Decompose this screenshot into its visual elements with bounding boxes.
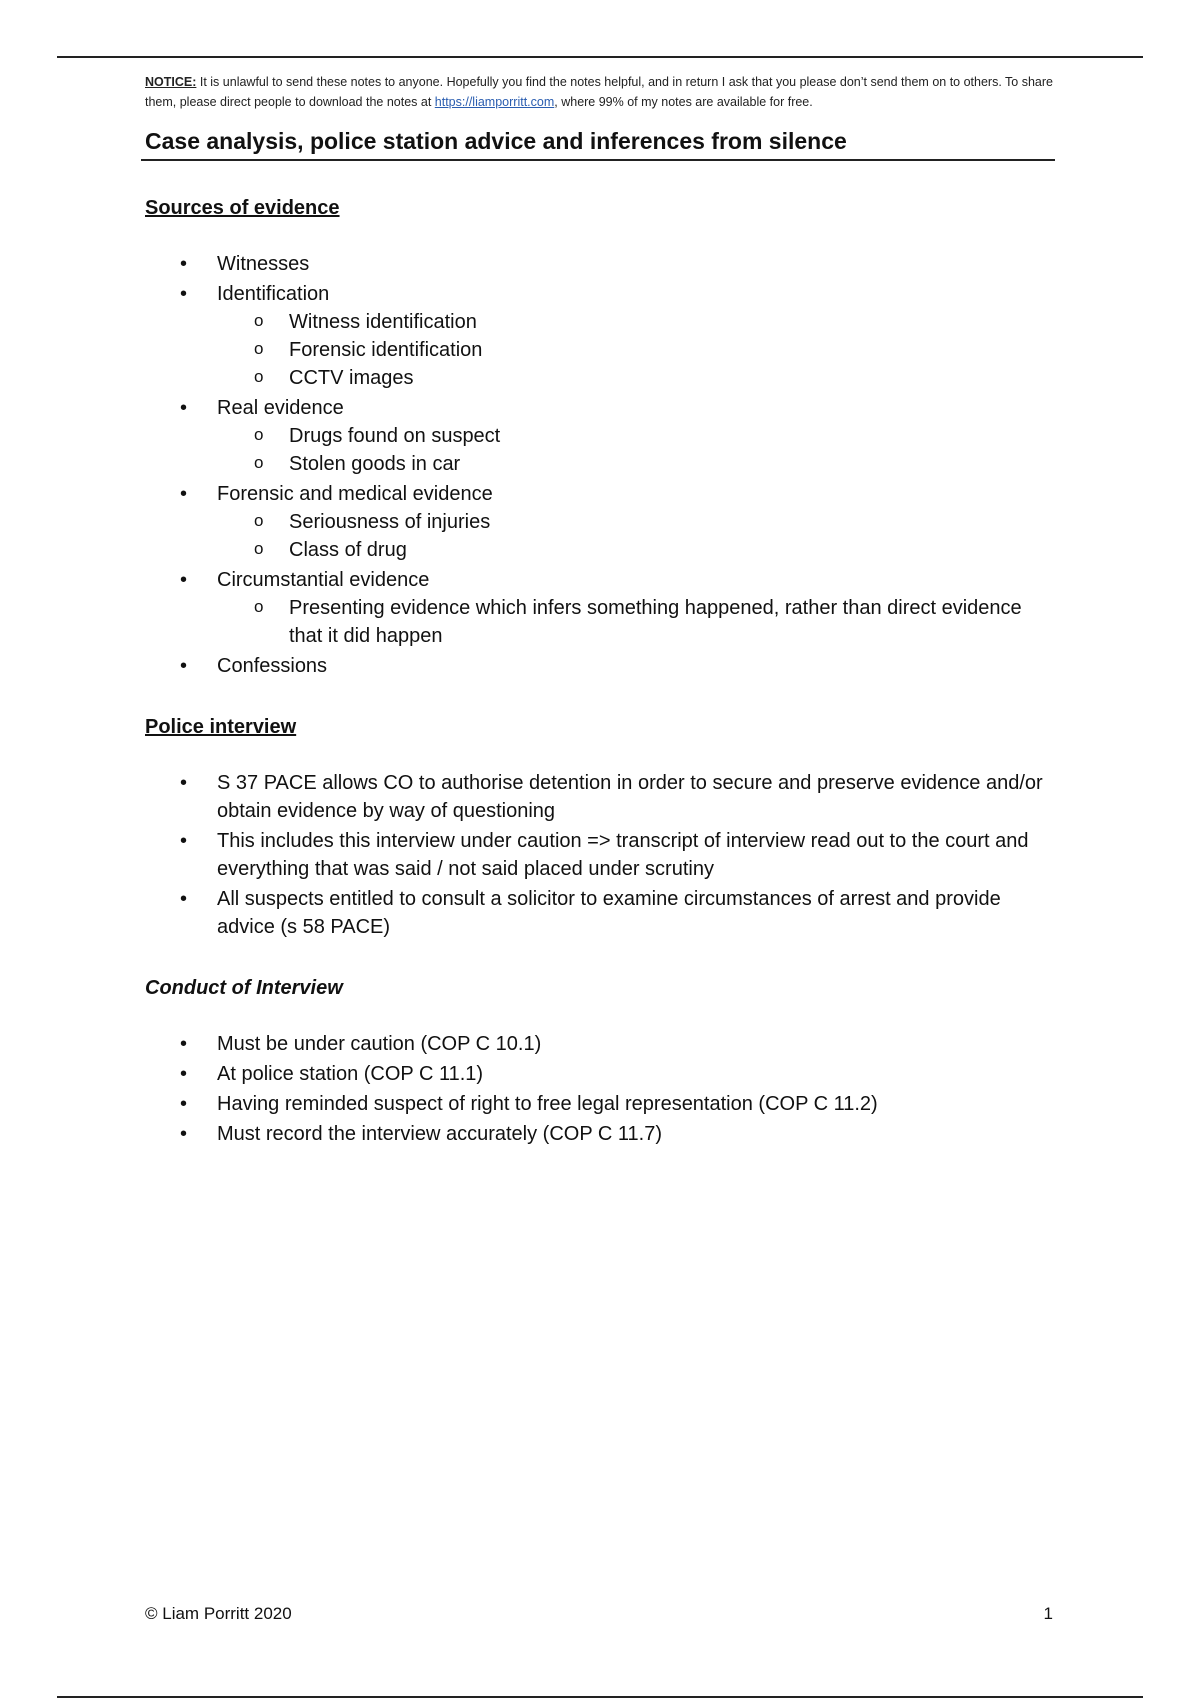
- sub-list: [217, 594, 1053, 650]
- section-heading-conduct: Conduct of Interview: [145, 977, 343, 999]
- section-heading-sources: Sources of evidence: [145, 197, 340, 219]
- sub-list: [217, 508, 1053, 564]
- sub-list-item: o Witness identification: [217, 308, 1053, 336]
- notice-paragraph: [145, 72, 1053, 112]
- list-item: • Must record the interview accurately (COP C 11.7): [145, 1120, 1053, 1148]
- document-title: Case analysis, police station advice and inferences from silence: [141, 128, 1055, 161]
- sub-list-item: o Presenting evidence which infers something happened, rather than direct evidence that it did happen: [217, 594, 1053, 650]
- page-number: 1: [1043, 1604, 1053, 1623]
- copyright-text: © Liam Porritt 2020: [145, 1604, 292, 1623]
- notice-text: It is unlawful to send these notes to anyone. Hopefully you find the notes helpful, and in return I ask that you please don’t send them on to others. To share them, please direct people to download the notes at: [145, 75, 1053, 109]
- sub-list-item: o Drugs found on suspect: [217, 422, 1053, 450]
- sources-list: [145, 250, 1053, 680]
- list-item: • Real evidence o Drugs found on suspect o Stolen goods in car: [145, 394, 1053, 478]
- notice-text-end: , where 99% of my notes are available for free.: [554, 95, 813, 109]
- notice-link[interactable]: https://liamporritt.com: [434, 95, 555, 109]
- list-item: • Must be under caution (COP C 10.1): [145, 1030, 1053, 1058]
- sub-list: [217, 308, 1053, 392]
- bottom-rule: [57, 1696, 1143, 1698]
- notice-label: NOTICE:: [145, 75, 197, 89]
- list-item: • Confessions: [145, 652, 1053, 680]
- list-item: • At police station (COP C 11.1): [145, 1060, 1053, 1088]
- top-rule: [57, 56, 1143, 58]
- page-footer: [145, 1604, 1053, 1624]
- police-interview-list: [145, 769, 1053, 941]
- list-item: • Witnesses: [145, 250, 1053, 278]
- sub-list-item: o Seriousness of injuries: [217, 508, 1053, 536]
- list-item: • Identification o Witness identification o Forensic identification o CCTV images: [145, 280, 1053, 392]
- sub-list-item: o Class of drug: [217, 536, 1053, 564]
- section-heading-police-interview: Police interview: [145, 716, 297, 738]
- list-item: • Forensic and medical evidence o Seriousness of injuries o Class of drug: [145, 480, 1053, 564]
- conduct-list: [145, 1030, 1053, 1148]
- sub-list-item: o Stolen goods in car: [217, 450, 1053, 478]
- sub-list: [217, 422, 1053, 478]
- sub-list-item: o CCTV images: [217, 364, 1053, 392]
- list-item: • This includes this interview under caution => transcript of interview read out to the court and everything that was said / not said placed under scrutiny: [145, 827, 1053, 883]
- list-item: • All suspects entitled to consult a solicitor to examine circumstances of arrest and provide advice (s 58 PACE): [145, 885, 1053, 941]
- list-item: • S 37 PACE allows CO to authorise detention in order to secure and preserve evidence and/or obtain evidence by way of questioning: [145, 769, 1053, 825]
- list-item: • Circumstantial evidence o Presenting evidence which infers something happened, rather than direct evidence that it did happen: [145, 566, 1053, 650]
- list-item: • Having reminded suspect of right to free legal representation (COP C 11.2): [145, 1090, 1053, 1118]
- sub-list-item: o Forensic identification: [217, 336, 1053, 364]
- page-content: [145, 72, 1053, 1150]
